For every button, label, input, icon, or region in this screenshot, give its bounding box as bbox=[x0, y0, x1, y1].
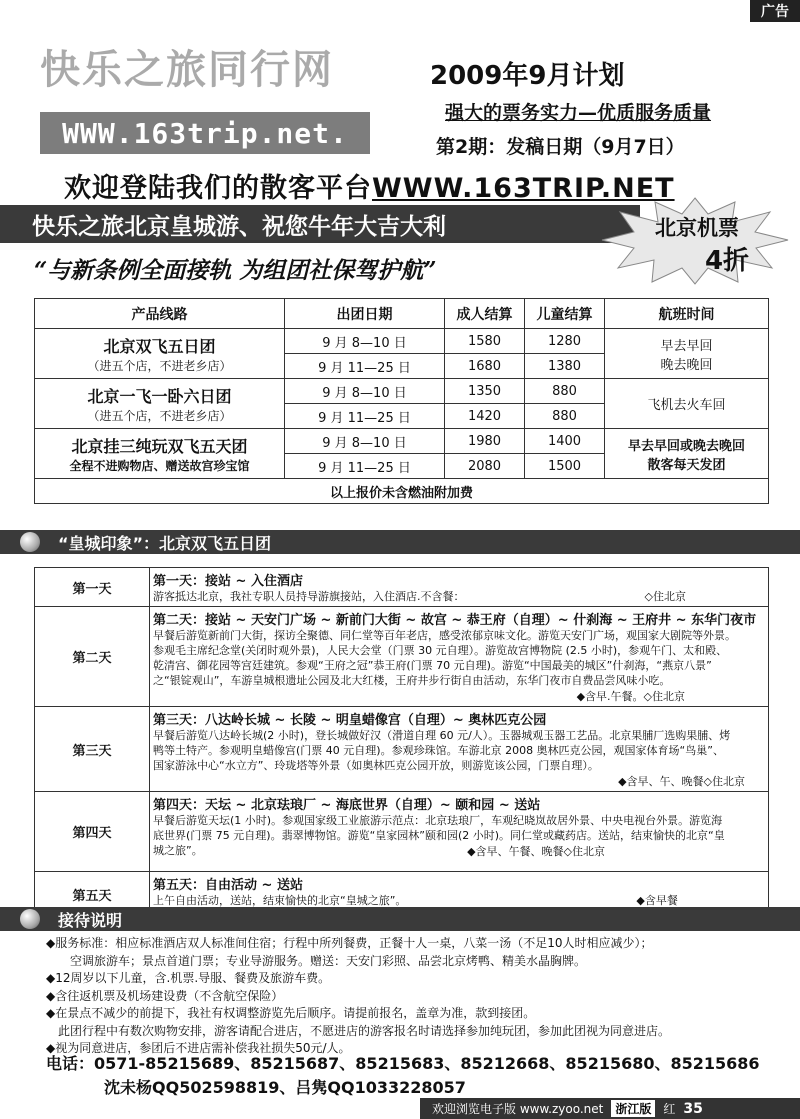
date-cell: 9 月 11—25 日 bbox=[285, 354, 445, 379]
note-line: ◆视为同意进店，参团后不进店需补偿我社损失50元/人。 bbox=[46, 1041, 351, 1055]
route-cell bbox=[35, 329, 285, 379]
contact-phone: 电话：0571-85215689、85215687、85215683、85212668、85215680、85215686 bbox=[46, 1054, 760, 1073]
logo-url[interactable]: WWW.163trip.net. bbox=[40, 112, 370, 154]
day-line: 上午自由活动，送站，结束愉快的北京“皇城之旅”。 ◆含早餐 bbox=[153, 894, 678, 907]
day-title: 第二天：接站 ~ 天安门广场 ~ 新前门大街 ~ 故宫 ~ 恭王府（自理）~ 什刹海 ~ 王府井 ~ 东华门夜市 bbox=[153, 613, 757, 628]
notes-heading-text: 接待说明 bbox=[58, 910, 123, 930]
plan-subtitle: 强大的票务实力—优质服务质量 bbox=[445, 102, 712, 124]
flight-cell: 早去早回或晚去晚回 散客每天发团 bbox=[605, 429, 769, 479]
adult-price: 2080 bbox=[445, 454, 525, 479]
day-detail bbox=[150, 707, 769, 792]
table-row bbox=[35, 707, 769, 792]
day-label: 第五天 bbox=[35, 872, 150, 917]
route-note: 全程不进购物店、赠送故宫珍宝馆 bbox=[69, 458, 250, 473]
date-cell: 9 月 8—10 日 bbox=[285, 429, 445, 454]
day-meal: ◆含早.午餐。◇住北京 bbox=[576, 690, 685, 703]
ad-tag: 广告 bbox=[750, 0, 800, 22]
contact-block bbox=[46, 1052, 760, 1100]
route-name: 北京双飞五日团 bbox=[103, 336, 216, 356]
plan-issue: 第2期：发稿日期（9月7日） bbox=[436, 136, 685, 158]
note-line: 空调旅游车；景点首道门票；专业导游服务。赠送：天安门彩照、品尝北京烤鸭、精美水晶胸牌。 bbox=[46, 953, 587, 968]
footer-color: 红 bbox=[663, 1102, 676, 1116]
contact-qq: 沈未杨QQ502598819、吕隽QQ1033228057 bbox=[104, 1078, 466, 1097]
itinerary-heading-text: “皇城印象”：北京双飞五日团 bbox=[58, 533, 272, 553]
adult-price: 1580 bbox=[445, 329, 525, 354]
price-table bbox=[34, 298, 769, 504]
slogan: “与新条例全面接轨 为组团社保驾护航” bbox=[34, 257, 437, 284]
col-adult: 成人结算 bbox=[445, 299, 525, 329]
day-label: 第三天 bbox=[35, 707, 150, 792]
bullet-icon bbox=[20, 532, 40, 552]
col-route: 产品线路 bbox=[35, 299, 285, 329]
page-number: 35 bbox=[683, 1100, 703, 1117]
day-meal: ◆含早餐 bbox=[636, 894, 678, 907]
welcome-url[interactable]: WWW.163TRIP.NET bbox=[372, 173, 675, 204]
notes-heading bbox=[0, 907, 800, 931]
note-line: ◆含往返机票及机场建设费（不含航空保险） bbox=[46, 988, 284, 1003]
date-cell: 9 月 11—25 日 bbox=[285, 404, 445, 429]
col-flight: 航班时间 bbox=[605, 299, 769, 329]
day-title: 第五天：自由活动 ~ 送站 bbox=[153, 878, 303, 893]
date-cell: 9 月 8—10 日 bbox=[285, 329, 445, 354]
page-footer bbox=[420, 1098, 800, 1119]
note-line: ◆在景点不减少的前提下，我社有权调整游览先后顺序。请提前报名，盖章为准，款到接团。 bbox=[46, 1006, 536, 1020]
day-line: 国家游泳中心“水立方”、玲珑塔等外景（如奥林匹克公园开放，则游览该公园，门票自理）。 bbox=[153, 759, 599, 772]
day-label: 第二天 bbox=[35, 607, 150, 707]
day-line: 城之旅”。 bbox=[153, 844, 203, 857]
promo-banner: 快乐之旅北京皇城游、祝您牛年大吉大利 bbox=[0, 205, 640, 243]
day-line: 早餐后游览天坛(1 小时)。参观国家级工业旅游示范点：北京珐琅厂，车观纪晓岚故居外景、中央电视台外景。游览海 bbox=[153, 814, 723, 827]
day-line: 鸭等土特产。参观明皇蜡像宫(门票 40 元自理)。参观珍珠馆。车游北京 2008 奥林匹克公园，观国家体育场“鸟巢”、 bbox=[153, 744, 724, 757]
child-price: 880 bbox=[525, 404, 605, 429]
route-cell bbox=[35, 429, 285, 479]
itinerary-table bbox=[34, 567, 769, 917]
day-line: 乾清宫、御花园等宫廷建筑。参观“王府之冠”恭王府(门票 70 元自理)。游览“中国最美的城区”什刹海，“燕京八景” bbox=[153, 659, 712, 672]
table-row bbox=[35, 568, 769, 607]
date-cell: 9 月 11—25 日 bbox=[285, 454, 445, 479]
day-title: 第三天：八达岭长城 ~ 长陵 ~ 明皇蜡像宫（自理）~ 奥林匹克公园 bbox=[153, 713, 547, 728]
plan-title: 2009年9月计划 bbox=[430, 61, 625, 91]
day-label: 第一天 bbox=[35, 568, 150, 607]
day-title: 第四天：天坛 ~ 北京珐琅厂 ~ 海底世界（自理）~ 颐和园 ~ 送站 bbox=[153, 798, 541, 813]
col-date: 出团日期 bbox=[285, 299, 445, 329]
day-line: 早餐后游览新前门大街，探访全聚德、同仁堂等百年老店，感受浓郁京味文化。游览天安门广场，观国家大剧院等外景。 bbox=[153, 629, 736, 642]
route-name: 北京一飞一卧六日团 bbox=[87, 386, 232, 406]
child-price: 1280 bbox=[525, 329, 605, 354]
day-detail bbox=[150, 607, 769, 707]
bullet-icon bbox=[20, 909, 40, 929]
day-title: 第一天：接站 ~ 入住酒店 bbox=[153, 574, 303, 589]
adult-price: 1420 bbox=[445, 404, 525, 429]
promo-line2: 4折 bbox=[704, 246, 750, 276]
child-price: 1400 bbox=[525, 429, 605, 454]
day-meal: ◆含早、午、晚餐◇住北京 bbox=[618, 775, 745, 788]
route-note: （进五个店，不进老乡店） bbox=[87, 408, 232, 423]
table-row bbox=[35, 379, 769, 404]
day-line: 之“银锭观山”，车游皇城根遗址公园及北大红楼，王府井步行街自由活动，东华门夜市自费品尝风味小吃。 bbox=[153, 674, 671, 687]
route-name: 北京挂三纯玩双飞五天团 bbox=[71, 436, 248, 456]
day-meal: ◇住北京 bbox=[644, 590, 686, 603]
note-line: ◆服务标准：相应标准酒店双人标准间住宿；行程中所列餐费，正餐十人一桌，八菜一汤（不足10人时相应减少）； bbox=[46, 936, 653, 950]
child-price: 880 bbox=[525, 379, 605, 404]
route-note: （进五个店，不进老乡店） bbox=[87, 358, 232, 373]
table-row bbox=[35, 607, 769, 707]
welcome-line bbox=[64, 166, 675, 205]
flight-cell: 早去早回 晚去晚回 bbox=[605, 329, 769, 379]
footer-region: 浙江版 bbox=[611, 1100, 655, 1117]
child-price: 1500 bbox=[525, 454, 605, 479]
route-cell bbox=[35, 379, 285, 429]
notes-list bbox=[46, 935, 776, 1058]
table-row bbox=[35, 329, 769, 354]
child-price: 1380 bbox=[525, 354, 605, 379]
flight-cell: 飞机去火车回 bbox=[605, 379, 769, 429]
day-detail bbox=[150, 792, 769, 872]
itinerary-heading bbox=[0, 530, 800, 554]
col-child: 儿童结算 bbox=[525, 299, 605, 329]
logo-name: 快乐之旅同行网 bbox=[40, 46, 334, 93]
note-line: ◆12周岁以下儿童，含.机票.导服、餐费及旅游车费。 bbox=[46, 971, 331, 985]
day-label: 第四天 bbox=[35, 792, 150, 872]
day-line: 早餐后游览八达岭长城(2 小时)，登长城做好汉（滑道自理 60 元/人）。玉器城观玉器工艺品。北京果脯厂选购果脯、烤 bbox=[153, 729, 731, 742]
welcome-prefix: 欢迎登陆我们的散客平台 bbox=[64, 173, 372, 204]
table-row bbox=[35, 792, 769, 872]
day-meal: ◆含早、午餐、晚餐◇住北京 bbox=[467, 845, 605, 858]
adult-price: 1680 bbox=[445, 354, 525, 379]
adult-price: 1350 bbox=[445, 379, 525, 404]
day-detail bbox=[150, 568, 769, 607]
adult-price: 1980 bbox=[445, 429, 525, 454]
day-line: 游客抵达北京，我社专职人员持导游旗接站，入住酒店.不含餐： ◇住北京 bbox=[153, 590, 686, 603]
promo-line1: 北京机票 bbox=[655, 216, 739, 240]
price-footnote: 以上报价未含燃油附加费 bbox=[35, 479, 769, 504]
day-line: 底世界(门票 75 元自理)。翡翠博物馆。游览“皇家园林”颐和园(2 小时)。同仁堂或藏药店。送站，结束愉快的北京“皇 bbox=[153, 829, 725, 842]
table-row bbox=[35, 429, 769, 454]
note-line: 此团行程中有数次购物安排，游客请配合进店，不愿进店的游客报名时请选择参加纯玩团，参加此团视为同意进店。 bbox=[46, 1023, 671, 1038]
date-cell: 9 月 8—10 日 bbox=[285, 379, 445, 404]
day-line: 参观毛主席纪念堂(关闭时观外景)，人民大会堂（门票 30 元自理）。游览故宫博物院 (2.5 小时)，参观午门、太和殿、 bbox=[153, 644, 728, 657]
footer-text[interactable]: 欢迎浏览电子版 www.zyoo.net bbox=[432, 1102, 604, 1116]
